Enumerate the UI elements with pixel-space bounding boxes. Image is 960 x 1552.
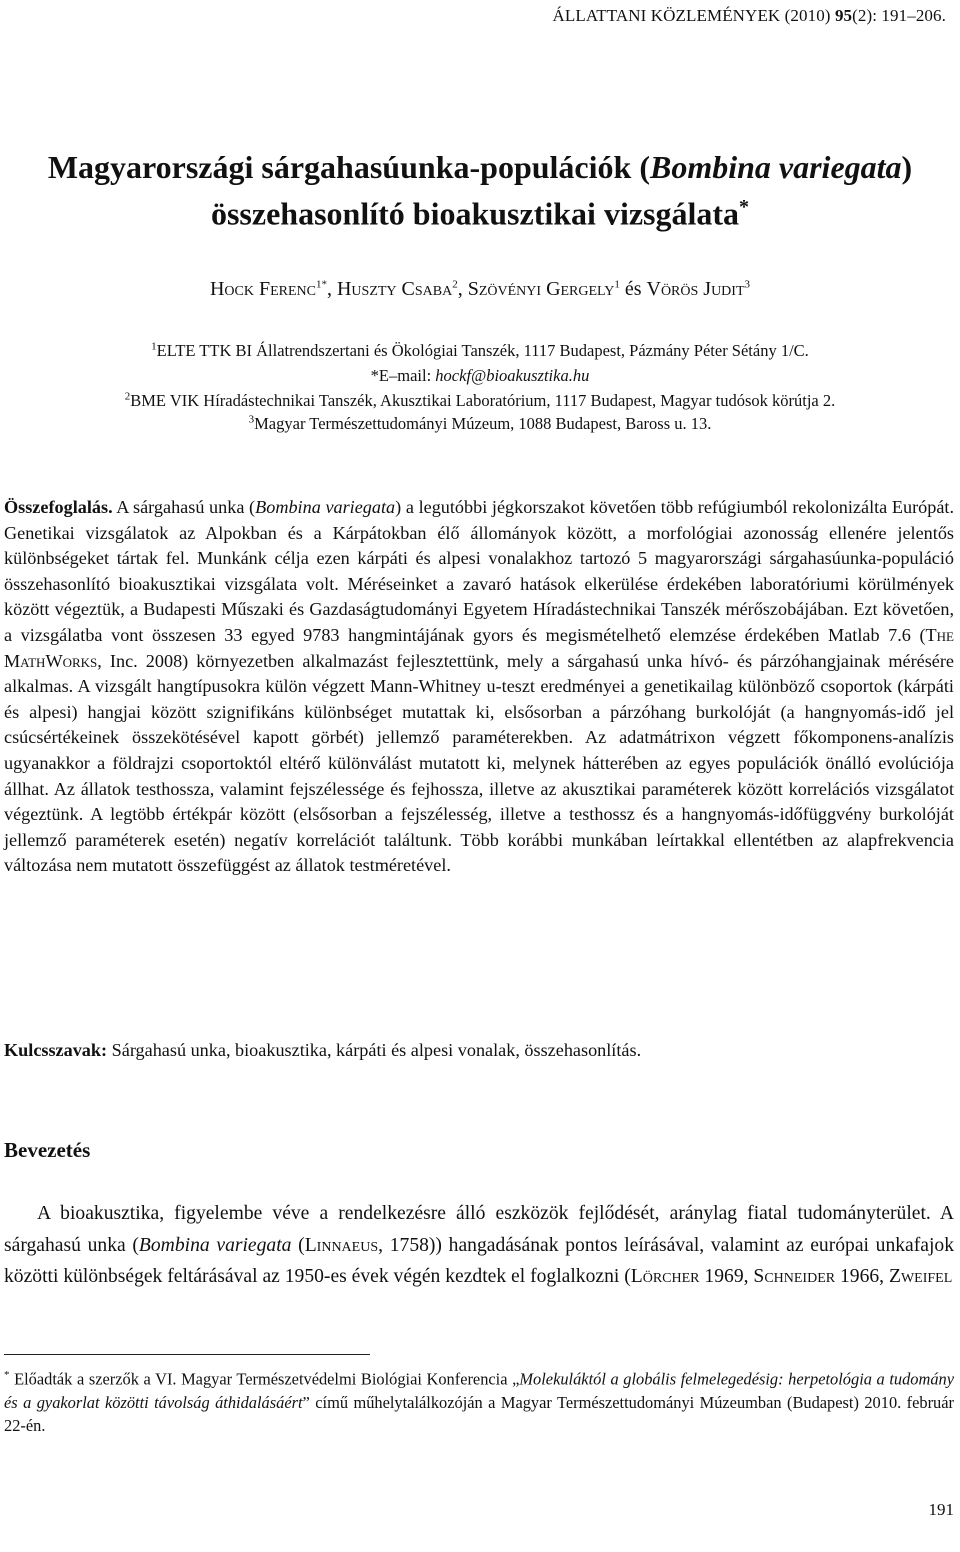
affiliation-3: $^3$Magyar Természettudományi Múzeum, 1088 Budapest, Baross u. 13. bbox=[248, 413, 712, 433]
cited-author: Schneider bbox=[753, 1266, 836, 1288]
author-4: Vörös Judit bbox=[646, 278, 745, 300]
conference-title: Molekuláktól a globális felmelegedésig: herpetológia a tudomány és a gyakorlat közötti távolság áthidalásáért bbox=[4, 1369, 954, 1412]
cited-author: Lörcher bbox=[630, 1266, 700, 1288]
author-2: Huszty Csaba bbox=[336, 278, 453, 300]
footnote-rule bbox=[4, 1354, 370, 1355]
author-3: Szövényi Gergely bbox=[467, 278, 615, 300]
article-title-line-1: Magyarországi sárgahasúunka-populációk (Bombina variegata) bbox=[47, 149, 913, 185]
corresponding-email: *E–mail: hockf@bioakusztika.hu bbox=[370, 366, 590, 385]
keywords-label: Kulcsszavak: bbox=[4, 1040, 108, 1060]
title-species-name: Bombina variegata bbox=[649, 149, 902, 185]
abstract-label: Összefoglalás. bbox=[4, 497, 113, 517]
abstract-species-name: Bombina variegata bbox=[255, 497, 396, 517]
keywords: Kulcsszavak: Sárgahasú unka, bioakusztika, kárpáti és alpesi vonalak, összehasonlítás. bbox=[4, 1040, 642, 1060]
title-footnote-mark: * bbox=[739, 196, 750, 218]
software-vendor: The MathWorks bbox=[4, 624, 954, 671]
author-list: Hock Ferenc$^{1*}$, Huszty Csaba$^2$, Szövényi Gergely$^1$ és Vörös Judit$^3$ bbox=[209, 278, 751, 300]
footnote-mark: * bbox=[4, 1369, 10, 1381]
introduction-paragraph: A bioakusztika, figyelembe véve a rendelkezésre álló eszközök fejlődését, aránylag fiatal tudományterület. A sárgahasú unka (Bombina variegata (Linnaeus, 1758)) hangadásának pontos leírásával, valamint az európai unkafajok közötti különbségek feltárásával az 1950-es évek végén kezdtek el foglalkozni (Lörcher 1969, Schneider 1966, Zweifel bbox=[4, 1203, 955, 1288]
abstract: Összefoglalás. A sárgahasú unka (Bombina variegata) a legutóbbi jégkorszakot követően több refúgiumból rekolonizálta Európát. Genetikai vizsgálatok az Alpokban és a Kárpátokban élő állományok között, a morfológiai azonosság ellenére jelentős különbségeket tártak fel. Munkánk célja ezen kárpáti és alpesi vonalakhoz tartozó 5 magyarországi sárgahasúunka-populáció összehasonlító bioakusztikai vizsgálata volt. Méréseinket a zavaró hatások elkerülése érdekében laboratóriumi körülmények között végeztük, a Budapesti Műszaki és Gazdaságtudományi Egyetem Híradástechnikai Tanszék mérőszobájában. Ezt követően, a vizsgálatba vont összesen 33 egyed 9783 hangmintájának gyors és megismételhető elemzése érdekében Matlab 7.6 (The MathWorks, Inc. 2008) környezetben alkalmazást fejlesztettünk, mely a sárgahasú unka hívó- és párzóhangjainak mérésére alkalmas. A vizsgált hangtípusokra külön végzett Mann-Whitney u-teszt eredményei a genetikailag különböző csoportok (kárpáti és alpesi) hangjai között szignifikáns különbséget mutattak ki, elsősorban a párzóhang burkolóját (a hangnyomás-idő jel csúcsértékeinek összekötésével kapott görbét) jellemző paraméterekben. Az adatmátrixon végzett főkomponens-analízis ugyanakkor a földrajzi csoportoktól eltérő különválást mutatott ki, melynek hátterében az egyes populációk önálló evolúciója állhat. Az állatok testhossza, valamint fejszélessége és fejhossza, illetve az akusztikai paraméterek között korrelációs vizsgálatot végeztünk. A legtöbb értékpár között (elsősorban a fejszélesség, illetve a testhossz és a hangnyomás-időfüggvény burkolóját jellemző paraméterek esetén) negatív korrelációt találtunk. Több korábbi munkában leírtakkal ellentétben az alapfrekvencia változása nem mutatott összefüggést az állatok testméretével. bbox=[4, 497, 955, 876]
running-header: ÁLLATTANI KÖZLEMÉNYEK (2010) 95(2): 191–206. bbox=[552, 6, 946, 25]
footnote: * Előadták a szerzők a VI. Magyar Természetvédelmi Biológiai Konferencia „Molekuláktól a globális felmelegedésig: herpetológia a tudomány és a gyakorlat közötti távolság áthidalásáért” című műhelytalálkozóján a Magyar Természettudományi Múzeumban (Budapest) 2010. február 22-én. bbox=[4, 1369, 954, 1435]
author-1: Hock Ferenc bbox=[209, 278, 316, 300]
page-number: 191 bbox=[928, 1500, 954, 1519]
section-heading-introduction: Bevezetés bbox=[4, 1138, 91, 1162]
article-title-line-2: összehasonlító bioakusztikai vizsgálata* bbox=[210, 195, 750, 232]
cited-author: Zweifel bbox=[888, 1266, 953, 1288]
cited-author: Linnaeus bbox=[304, 1234, 379, 1256]
email-address: hockf@bioakusztika.hu bbox=[435, 366, 590, 385]
affiliation-2: $^2$BME VIK Híradástechnikai Tanszék, Akusztikai Laboratórium, 1117 Budapest, Magyar tudósok körútja 2. bbox=[124, 390, 836, 410]
affiliation-1: $^1$ELTE TTK BI Állatrendszertani és Ökológiai Tanszék, 1117 Budapest, Pázmány Péter Sétány 1/C. bbox=[151, 340, 809, 360]
intro-species-name: Bombina variegata bbox=[138, 1234, 292, 1256]
journal-volume: 95 bbox=[834, 6, 853, 25]
